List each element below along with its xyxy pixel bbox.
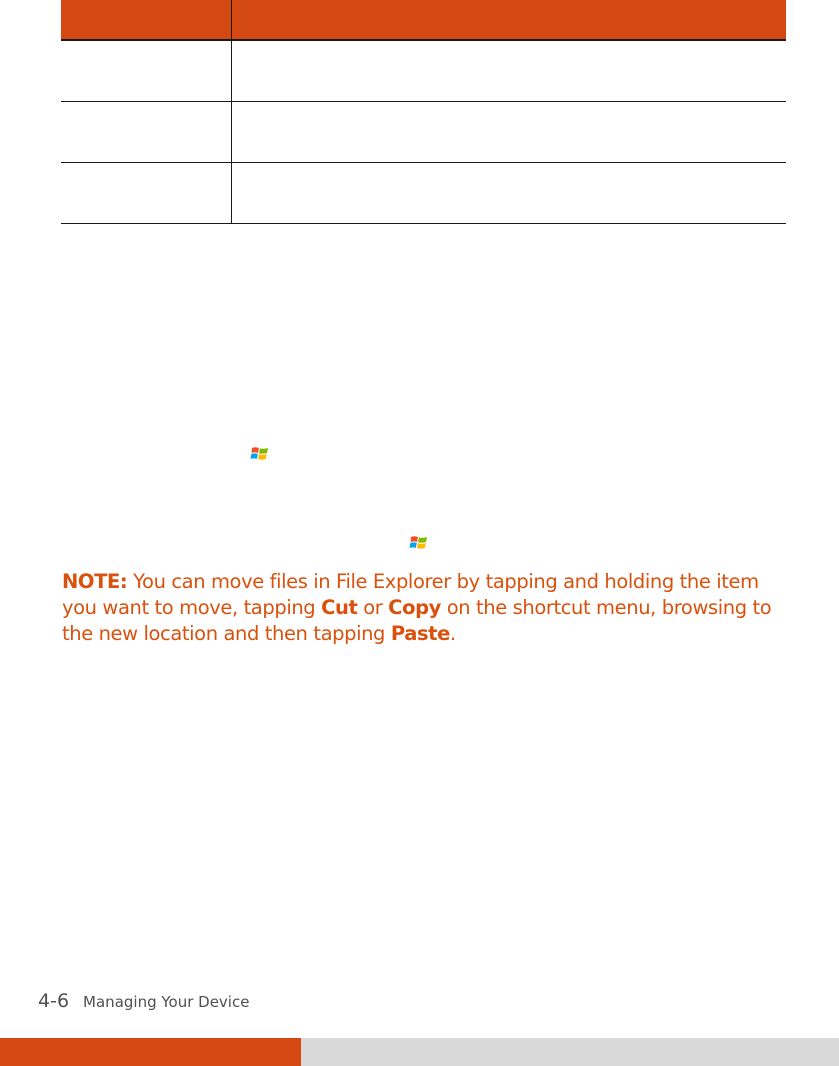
paste-command: Paste (390, 622, 450, 645)
note-text: or (357, 596, 389, 619)
windows-start-icon (408, 532, 430, 554)
table-cell (232, 163, 786, 223)
table-cell (232, 102, 786, 162)
table-cell (61, 102, 231, 162)
note-text: . (449, 622, 456, 645)
table-cell (61, 163, 231, 223)
column-divider (231, 0, 232, 39)
cut-command: Cut (321, 596, 358, 619)
footer-gray-bar (301, 1038, 839, 1066)
note-paragraph (62, 569, 792, 647)
table-cell (232, 41, 786, 101)
table-header-row (61, 0, 786, 41)
section-title: Managing Your Device (83, 993, 250, 1011)
table-row (61, 102, 786, 163)
table-cell (61, 41, 231, 101)
feature-table (61, 0, 786, 224)
page-footer (38, 990, 249, 1016)
copy-command: Copy (388, 596, 441, 619)
windows-start-icon (249, 443, 271, 465)
footer-accent-bar (0, 1038, 301, 1066)
note-text: You can move files in File Explorer by tapping and holding the item you want to move, tapping (62, 570, 759, 619)
table-row (61, 163, 786, 224)
note-label: NOTE: (62, 570, 128, 593)
table-row (61, 41, 786, 102)
page-number: 4-6 (38, 990, 70, 1012)
note-text: on the shortcut menu, browsing to the new location and then tapping (62, 596, 772, 645)
